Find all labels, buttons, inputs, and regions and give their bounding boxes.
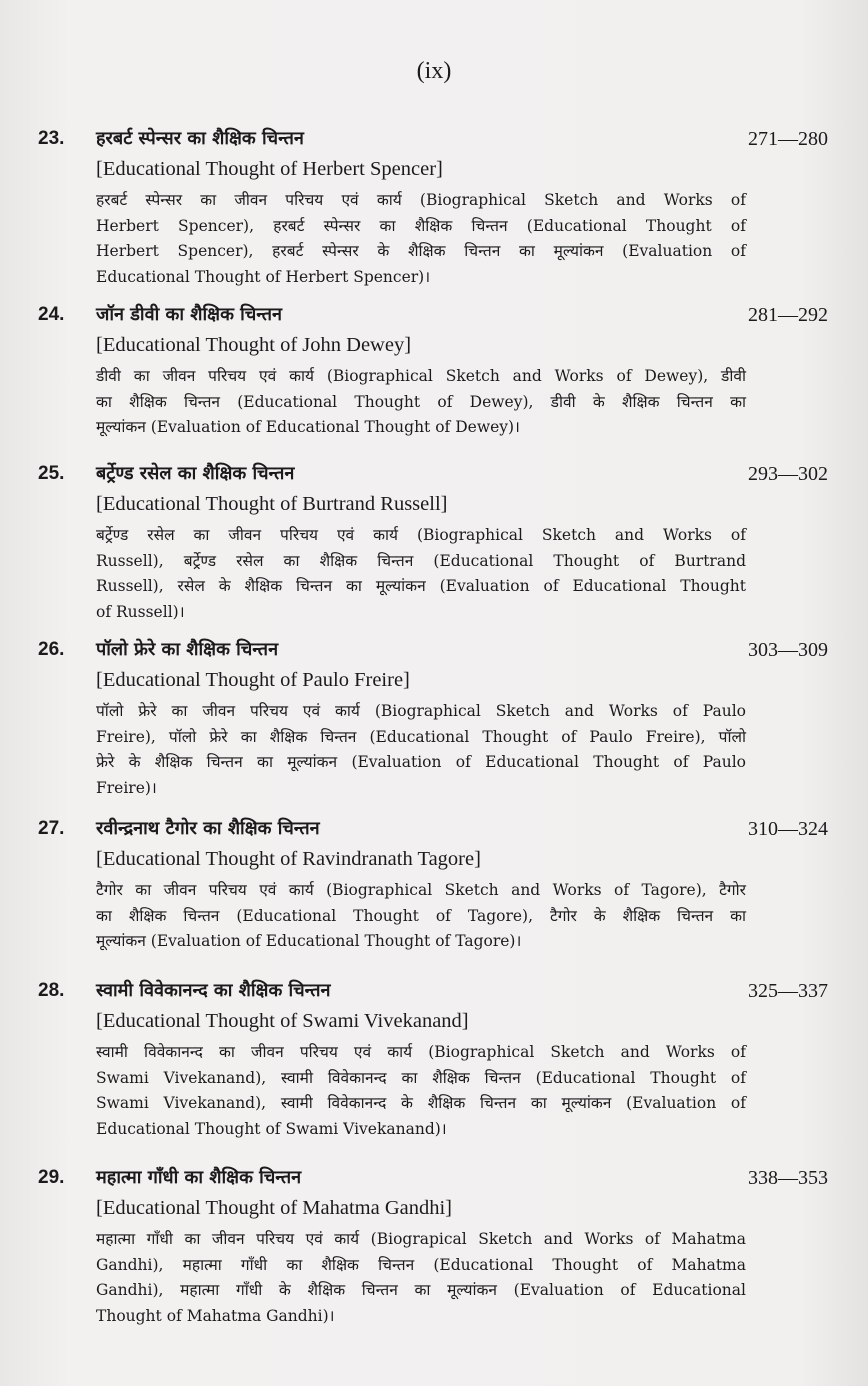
- description-line: of Russell)।: [96, 602, 185, 621]
- description-line: बर्ट्रेण्ड रसेल का जीवन परिचय एवं कार्य (Biographical Sketch and Works of: [96, 526, 746, 544]
- entry-number: 26.: [38, 639, 65, 660]
- entry-title-hindi: हरबर्ट स्पेन्सर का शैक्षिक चिन्तन: [96, 128, 304, 149]
- description-line: फ्रेरे के शैक्षिक चिन्तन का मूल्यांकन (Evaluation of Educational Thought of Paulo: [96, 753, 746, 771]
- description-line: महात्मा गाँधी का जीवन परिचय एवं कार्य (Biograpical Sketch and Works of Mahatma: [96, 1230, 746, 1248]
- description-line: Swami Vivekanand), स्वामी विवेकानन्द का शैक्षिक चिन्तन (Educational Thought of: [96, 1068, 746, 1087]
- description-line: Educational Thought of Herbert Spencer)।: [96, 267, 431, 286]
- entry-page-range: 271—280: [748, 128, 828, 150]
- description-line: Freire), पॉलो फ्रेरे का शैक्षिक चिन्तन (Educational Thought of Paulo Freire), पॉलो: [96, 727, 746, 746]
- entry-title-english: [Educational Thought of Herbert Spencer]: [96, 158, 443, 180]
- entry-number: 23.: [38, 128, 65, 149]
- entry-title-hindi: जॉन डीवी का शैक्षिक चिन्तन: [96, 304, 283, 325]
- entry-title-english: [Educational Thought of Swami Vivekanand]: [96, 1010, 469, 1032]
- description-line: Russell), बर्ट्रेण्ड रसेल का शैक्षिक चिन्तन (Educational Thought of Burtrand: [96, 551, 746, 570]
- entry-page-range: 338—353: [748, 1167, 828, 1189]
- description-line: डीवी का जीवन परिचय एवं कार्य (Biographical Sketch and Works of Dewey), डीवी: [96, 367, 746, 385]
- entry-page-range: 325—337: [748, 980, 828, 1002]
- entry-title-english: [Educational Thought of Paulo Freire]: [96, 669, 410, 691]
- description-line: पॉलो फ्रेरे का जीवन परिचय एवं कार्य (Biographical Sketch and Works of Paulo: [96, 702, 746, 720]
- description-line: Swami Vivekanand), स्वामी विवेकानन्द के शैक्षिक चिन्तन का मूल्यांकन (Evaluation of: [96, 1094, 746, 1112]
- entry-number: 28.: [38, 980, 65, 1001]
- entry-title-hindi: बर्ट्रेण्ड रसेल का शैक्षिक चिन्तन: [96, 463, 295, 484]
- entry-description: [96, 699, 746, 801]
- description-line: स्वामी विवेकानन्द का जीवन परिचय एवं कार्य (Biographical Sketch and Works of: [96, 1043, 746, 1061]
- entry-description: [96, 1040, 746, 1142]
- description-line: का शैक्षिक चिन्तन (Educational Thought of Dewey), डीवी के शैक्षिक चिन्तन का: [96, 392, 746, 411]
- entry-title-english: [Educational Thought of Burtrand Russell]: [96, 493, 448, 515]
- entry-page-range: 293—302: [748, 463, 828, 485]
- description-line: Herbert Spencer), हरबर्ट स्पेन्सर के शैक्षिक चिन्तन का मूल्यांकन (Evaluation of: [96, 242, 746, 260]
- description-line: Russell), रसेल के शैक्षिक चिन्तन का मूल्यांकन (Evaluation of Educational Thought: [96, 577, 746, 595]
- entry-description: [96, 878, 746, 955]
- entry-title-hindi: पॉलो फ्रेरे का शैक्षिक चिन्तन: [96, 639, 279, 660]
- description-line: मूल्यांकन (Evaluation of Educational Thought of Tagore)।: [96, 932, 522, 950]
- description-line: हरबर्ट स्पेन्सर का जीवन परिचय एवं कार्य (Biographical Sketch and Works of: [96, 191, 746, 209]
- entry-number: 29.: [38, 1167, 65, 1188]
- description-line: Thought of Mahatma Gandhi)।: [96, 1306, 335, 1325]
- description-line: Gandhi), महात्मा गाँधी के शैक्षिक चिन्तन का मूल्यांकन (Evaluation of Educational: [96, 1281, 746, 1299]
- entry-title-english: [Educational Thought of John Dewey]: [96, 334, 412, 356]
- entry-title-hindi: रवीन्द्रनाथ टैगोर का शैक्षिक चिन्तन: [96, 818, 320, 839]
- entry-title-english: [Educational Thought of Mahatma Gandhi]: [96, 1197, 452, 1219]
- entry-title-english: [Educational Thought of Ravindranath Tagore]: [96, 848, 481, 870]
- page-number: (ix): [416, 58, 452, 84]
- entry-page-range: 281—292: [748, 304, 828, 326]
- entry-description: [96, 1227, 746, 1329]
- entry-title-hindi: स्वामी विवेकानन्द का शैक्षिक चिन्तन: [96, 980, 331, 1001]
- description-line: Educational Thought of Swami Vivekanand)।: [96, 1119, 447, 1138]
- description-line: Freire)।: [96, 778, 157, 797]
- description-line: मूल्यांकन (Evaluation of Educational Thought of Dewey)।: [96, 418, 520, 436]
- entry-number: 25.: [38, 463, 65, 484]
- entry-description: [96, 523, 746, 625]
- entry-description: [96, 364, 746, 441]
- entry-title-hindi: महात्मा गाँधी का शैक्षिक चिन्तन: [96, 1167, 302, 1188]
- entry-page-range: 310—324: [748, 818, 828, 840]
- entry-number: 27.: [38, 818, 65, 839]
- description-line: टैगोर का जीवन परिचय एवं कार्य (Biographical Sketch and Works of Tagore), टैगोर: [96, 881, 746, 899]
- description-line: Gandhi), महात्मा गाँधी का शैक्षिक चिन्तन (Educational Thought of Mahatma: [96, 1255, 746, 1274]
- description-line: का शैक्षिक चिन्तन (Educational Thought of Tagore), टैगोर के शैक्षिक चिन्तन का: [96, 906, 746, 925]
- entry-description: [96, 188, 746, 290]
- entry-number: 24.: [38, 304, 65, 325]
- description-line: Herbert Spencer), हरबर्ट स्पेन्सर का शैक्षिक चिन्तन (Educational Thought of: [96, 216, 746, 235]
- entry-page-range: 303—309: [748, 639, 828, 661]
